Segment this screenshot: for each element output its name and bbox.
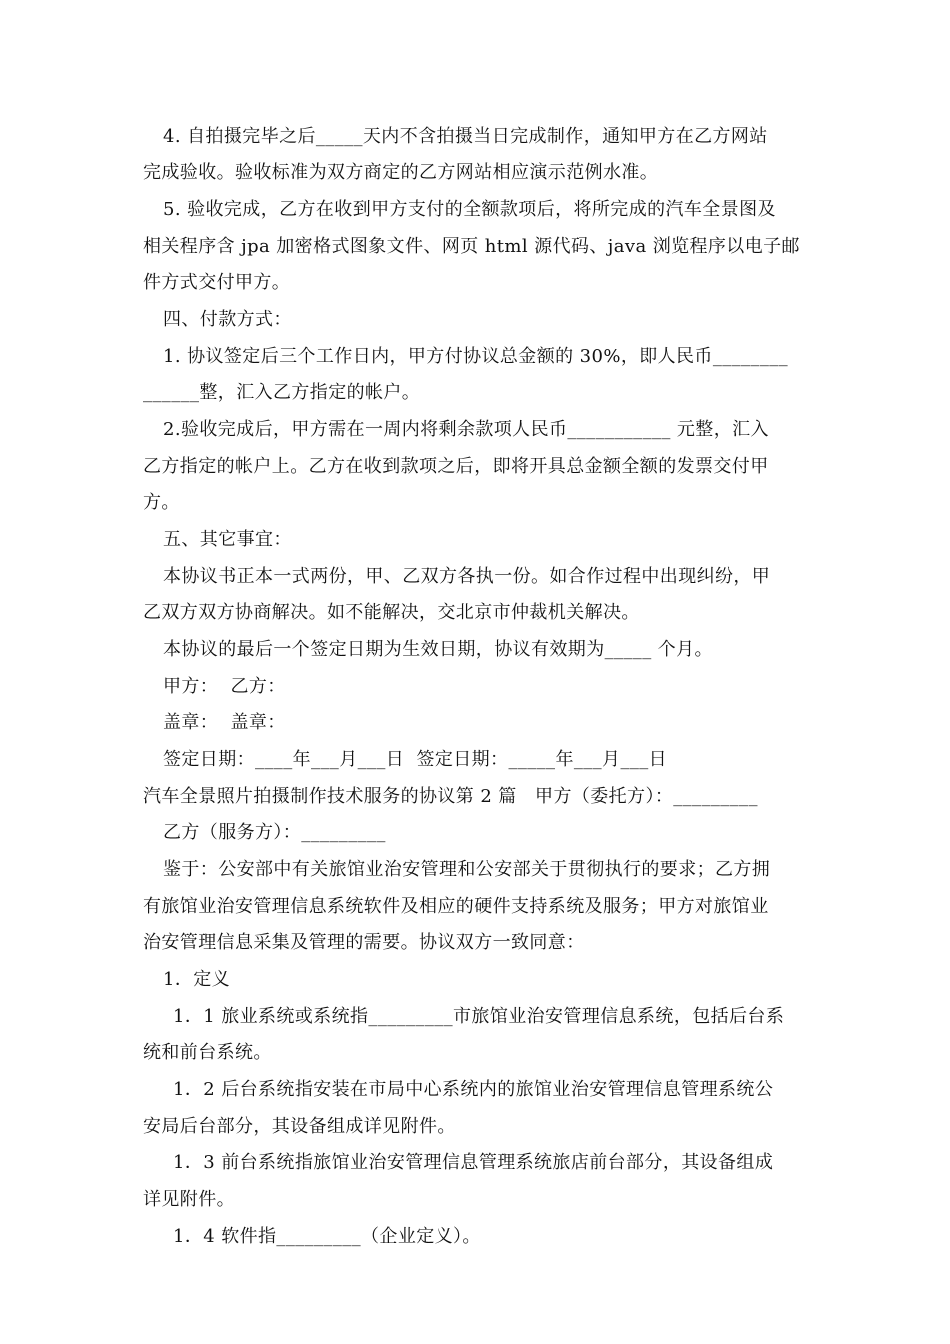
whereas-line-3: 治安管理信息采集及管理的需要。协议双方一致同意： bbox=[143, 932, 585, 953]
definition-1-2-line-2: 安局后台部分，其设备组成详见附件。 bbox=[143, 1116, 456, 1137]
signing-date-line: 签定日期：____年___月___日 签定日期：_____年___月___日 bbox=[163, 749, 668, 770]
whereas-line-2: 有旅馆业治安管理信息系统软件及相应的硬件支持系统及服务；甲方对旅馆业 bbox=[143, 896, 769, 917]
second-agreement-title-line: 汽车全景照片拍摄制作技术服务的协议第 2 篇 甲方（委托方）：_________ bbox=[143, 786, 758, 807]
clause-5-line-3: 件方式交付甲方。 bbox=[143, 272, 291, 293]
definition-1-3-line-1: 1．3 前台系统指旅馆业治安管理信息管理系统旅店前台部分，其设备组成 bbox=[173, 1152, 774, 1173]
payment-2-line-3: 方。 bbox=[143, 492, 180, 513]
seal-line: 盖章： 盖章： bbox=[163, 712, 286, 733]
other-matters-line-2: 乙双方双方协商解决。如不能解决，交北京市仲裁机关解决。 bbox=[143, 602, 640, 623]
payment-1-line-1: 1. 协议签定后三个工作日内，甲方付协议总金额的 30%，即人民币________ bbox=[163, 346, 789, 367]
clause-4-line-1: 4. 自拍摄完毕之后_____天内不含拍摄当日完成制作，通知甲方在乙方网站 bbox=[163, 126, 768, 147]
clause-5-line-2: 相关程序含 jpa 加密格式图象文件、网页 html 源代码、java 浏览程序以电子邮 bbox=[143, 236, 800, 257]
payment-1-line-2: ______整，汇入乙方指定的帐户。 bbox=[143, 382, 421, 403]
definition-1-3-line-2: 详见附件。 bbox=[143, 1189, 235, 1210]
section-4-heading: 四、付款方式： bbox=[163, 309, 292, 330]
definition-1-1-line-1: 1．1 旅业系统或系统指_________市旅馆业治安管理信息系统，包括后台系 bbox=[173, 1006, 785, 1027]
definition-1-1-line-2: 统和前台系统。 bbox=[143, 1042, 272, 1063]
service-party-line: 乙方（服务方）：_________ bbox=[163, 822, 386, 843]
clause-4-line-2: 完成验收。验收标准为双方商定的乙方网站相应演示范例水准。 bbox=[143, 162, 659, 183]
party-signature-line: 甲方： 乙方： bbox=[163, 676, 286, 697]
other-matters-line-1: 本协议书正本一式两份，甲、乙双方各执一份。如合作过程中出现纠纷，甲 bbox=[163, 566, 771, 587]
definition-1-4-line-1: 1．4 软件指_________（企业定义）。 bbox=[173, 1226, 481, 1247]
clause-5-line-1: 5. 验收完成，乙方在收到甲方支付的全额款项后，将所完成的汽车全景图及 bbox=[163, 199, 776, 220]
effective-date-line: 本协议的最后一个签定日期为生效日期，协议有效期为_____ 个月。 bbox=[163, 639, 713, 660]
section-5-heading: 五、其它事宜： bbox=[163, 529, 292, 550]
definition-1-2-line-1: 1．2 后台系统指安装在市局中心系统内的旅馆业治安管理信息管理系统公 bbox=[173, 1079, 774, 1100]
whereas-line-1: 鉴于：公安部中有关旅馆业治安管理和公安部关于贯彻执行的要求；乙方拥 bbox=[163, 859, 771, 880]
payment-2-line-1: 2.验收完成后，甲方需在一周内将剩余款项人民币___________ 元整，汇入 bbox=[163, 419, 769, 440]
payment-2-line-2: 乙方指定的帐户上。乙方在收到款项之后，即将开具总金额全额的发票交付甲 bbox=[143, 456, 769, 477]
definition-heading: 1．定义 bbox=[163, 969, 231, 990]
